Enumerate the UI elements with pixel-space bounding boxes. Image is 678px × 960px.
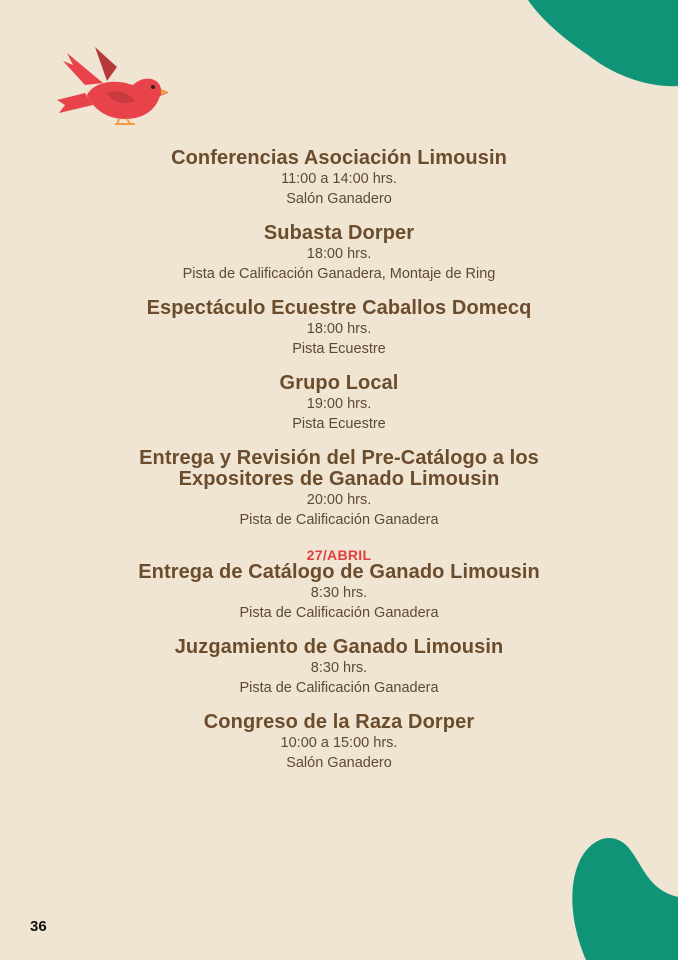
- event-time: 8:30 hrs.: [310, 585, 368, 601]
- event-time: 19:00 hrs.: [306, 396, 372, 412]
- event-place: Pista Ecuestre: [292, 416, 386, 432]
- event-title: Espectáculo Ecuestre Caballos Domecq: [146, 297, 532, 319]
- event-place: Pista Ecuestre: [292, 341, 386, 357]
- event-place: Salón Ganadero: [286, 191, 392, 207]
- event-item: [0, 223, 678, 284]
- event-time: 11:00 a 14:00 hrs.: [281, 171, 397, 187]
- event-item: [0, 373, 678, 434]
- event-item: [0, 562, 678, 623]
- event-title: Subasta Dorper: [263, 222, 415, 244]
- event-time: 18:00 hrs.: [306, 321, 372, 337]
- event-place: Salón Ganadero: [286, 755, 392, 771]
- event-title: Conferencias Asociación Limousin: [171, 147, 507, 169]
- event-title: Grupo Local: [279, 372, 399, 394]
- event-time: 20:00 hrs.: [306, 492, 372, 508]
- event-place: Pista de Calificación Ganadera: [239, 680, 439, 696]
- green-blob-bottom-decoration: [568, 835, 678, 960]
- green-blob-top-decoration: [528, 0, 678, 90]
- event-title: Juzgamiento de Ganado Limousin: [174, 636, 504, 658]
- event-place: Pista de Calificación Ganadera, Montaje de Ring: [182, 266, 496, 282]
- event-item: [0, 637, 678, 698]
- event-title-line-2: Expositores de Ganado Limousin: [178, 468, 500, 490]
- event-item: [0, 712, 678, 773]
- event-title: Congreso de la Raza Dorper: [203, 711, 475, 733]
- event-item: [0, 298, 678, 359]
- event-item: [0, 148, 678, 209]
- date-heading: 27/ABRIL: [306, 547, 372, 563]
- event-title: Entrega de Catálogo de Ganado Limousin: [138, 561, 540, 583]
- event-item: [0, 448, 678, 530]
- red-bird-icon: [55, 45, 170, 125]
- page-number: 36: [30, 918, 47, 935]
- event-time: 18:00 hrs.: [306, 246, 372, 262]
- event-title-line-1: Entrega y Revisión del Pre-Catálogo a los: [139, 447, 539, 469]
- event-program: [0, 148, 678, 787]
- event-time: 8:30 hrs.: [310, 660, 368, 676]
- event-time: 10:00 a 15:00 hrs.: [280, 735, 398, 751]
- event-place: Pista de Calificación Ganadera: [239, 512, 439, 528]
- event-place: Pista de Calificación Ganadera: [239, 605, 439, 621]
